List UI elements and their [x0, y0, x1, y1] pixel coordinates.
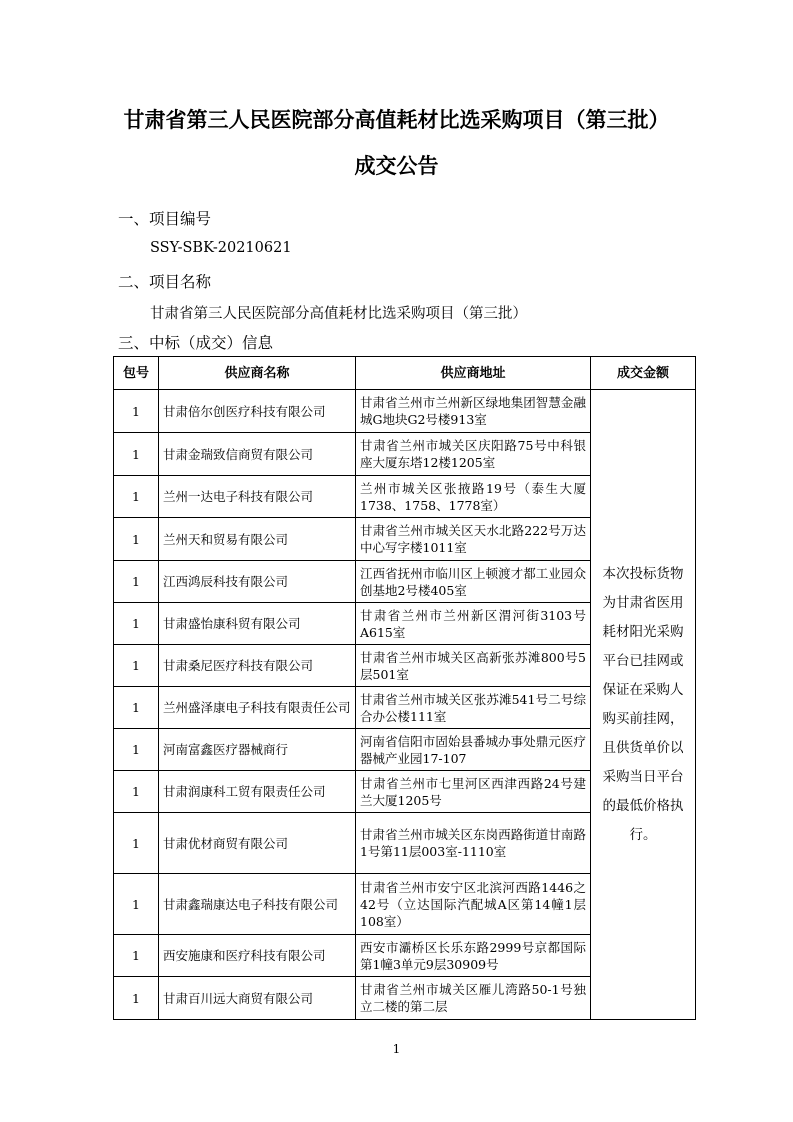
supplier-address: 西安市灞桥区长乐东路2999号京都国际第1幢3单元9层30909号 [356, 935, 591, 977]
supplier-address: 河南省信阳市固始县番城办事处鼎元医疗器械产业园17-107 [356, 729, 591, 771]
transaction-amount-note: 本次投标货物为甘肃省医用耗材阳光采购平台已挂网或保证在采购人购买前挂网，且供货单价以采购当日平台的最低价格执行。 [591, 390, 696, 1020]
supplier-name: 甘肃润康科工贸有限责任公司 [159, 771, 356, 813]
package-number: 1 [114, 935, 159, 977]
supplier-name: 兰州天和贸易有限公司 [159, 518, 356, 561]
header-amount: 成交金额 [591, 357, 696, 390]
supplier-address: 甘肃省兰州市兰州新区绿地集团智慧金融城G地块G2号楼913室 [356, 390, 591, 433]
award-table [113, 356, 696, 1020]
package-number: 1 [114, 771, 159, 813]
header-supplier-address: 供应商地址 [356, 357, 591, 390]
package-number: 1 [114, 729, 159, 771]
supplier-name: 河南富鑫医疗器械商行 [159, 729, 356, 771]
supplier-name: 甘肃百川远大商贸有限公司 [159, 977, 356, 1020]
supplier-address: 甘肃省兰州市城关区庆阳路75号中科银座大厦东塔12楼1205室 [356, 433, 591, 476]
header-package: 包号 [114, 357, 159, 390]
supplier-name: 兰州盛泽康电子科技有限责任公司 [159, 687, 356, 729]
supplier-name: 甘肃盛怡康科贸有限公司 [159, 603, 356, 645]
supplier-name: 甘肃鑫瑞康达电子科技有限公司 [159, 874, 356, 935]
project-number: SSY-SBK-20210621 [150, 240, 292, 256]
section-heading-project-name: 二、项目名称 [118, 273, 212, 291]
supplier-name: 西安施康和医疗科技有限公司 [159, 935, 356, 977]
supplier-address: 甘肃省兰州市城关区张苏滩541号二号综合办公楼111室 [356, 687, 591, 729]
package-number: 1 [114, 561, 159, 603]
header-supplier-name: 供应商名称 [159, 357, 356, 390]
supplier-address: 甘肃省兰州市城关区天水北路222号万达中心写字楼1011室 [356, 518, 591, 561]
section-heading-award-info: 三、中标（成交）信息 [118, 334, 274, 352]
supplier-address: 甘肃省兰州市城关区雁儿湾路50-1号独立二楼的第二层 [356, 977, 591, 1020]
supplier-name: 甘肃金瑞致信商贸有限公司 [159, 433, 356, 476]
package-number: 1 [114, 813, 159, 874]
package-number: 1 [114, 687, 159, 729]
supplier-name: 甘肃倍尔创医疗科技有限公司 [159, 390, 356, 433]
supplier-address: 甘肃省兰州市安宁区北滨河西路1446之42号（立达国际汽配城A区第14幢1层108室） [356, 874, 591, 935]
package-number: 1 [114, 645, 159, 687]
document-subtitle: 成交公告 [354, 154, 439, 178]
supplier-address: 甘肃省兰州市城关区东岗西路街道甘南路1号第11层003室-1110室 [356, 813, 591, 874]
package-number: 1 [114, 977, 159, 1020]
project-name: 甘肃省第三人民医院部分高值耗材比选采购项目（第三批） [150, 306, 527, 322]
package-number: 1 [114, 476, 159, 518]
supplier-name: 甘肃优材商贸有限公司 [159, 813, 356, 874]
package-number: 1 [114, 603, 159, 645]
package-number: 1 [114, 433, 159, 476]
package-number: 1 [114, 874, 159, 935]
supplier-name: 江西鸿辰科技有限公司 [159, 561, 356, 603]
supplier-address: 甘肃省兰州市兰州新区渭河街3103号A615室 [356, 603, 591, 645]
supplier-address: 甘肃省兰州市七里河区西津西路24号建兰大厦1205号 [356, 771, 591, 813]
supplier-address: 甘肃省兰州市城关区高新张苏滩800号5层501室 [356, 645, 591, 687]
page-number: 1 [392, 1042, 401, 1056]
supplier-name: 甘肃桑尼医疗科技有限公司 [159, 645, 356, 687]
table-header-row [114, 357, 696, 390]
section-heading-project-number: 一、项目编号 [118, 210, 212, 228]
package-number: 1 [114, 518, 159, 561]
supplier-address: 兰州市城关区张掖路19号（泰生大厦1738、1758、1778室） [356, 476, 591, 518]
document-title: 甘肃省第三人民医院部分高值耗材比选采购项目（第三批） [123, 108, 670, 132]
supplier-name: 兰州一达电子科技有限公司 [159, 476, 356, 518]
table-row [114, 390, 696, 433]
supplier-address: 江西省抚州市临川区上顿渡才都工业园众创基地2号楼405室 [356, 561, 591, 603]
package-number: 1 [114, 390, 159, 433]
